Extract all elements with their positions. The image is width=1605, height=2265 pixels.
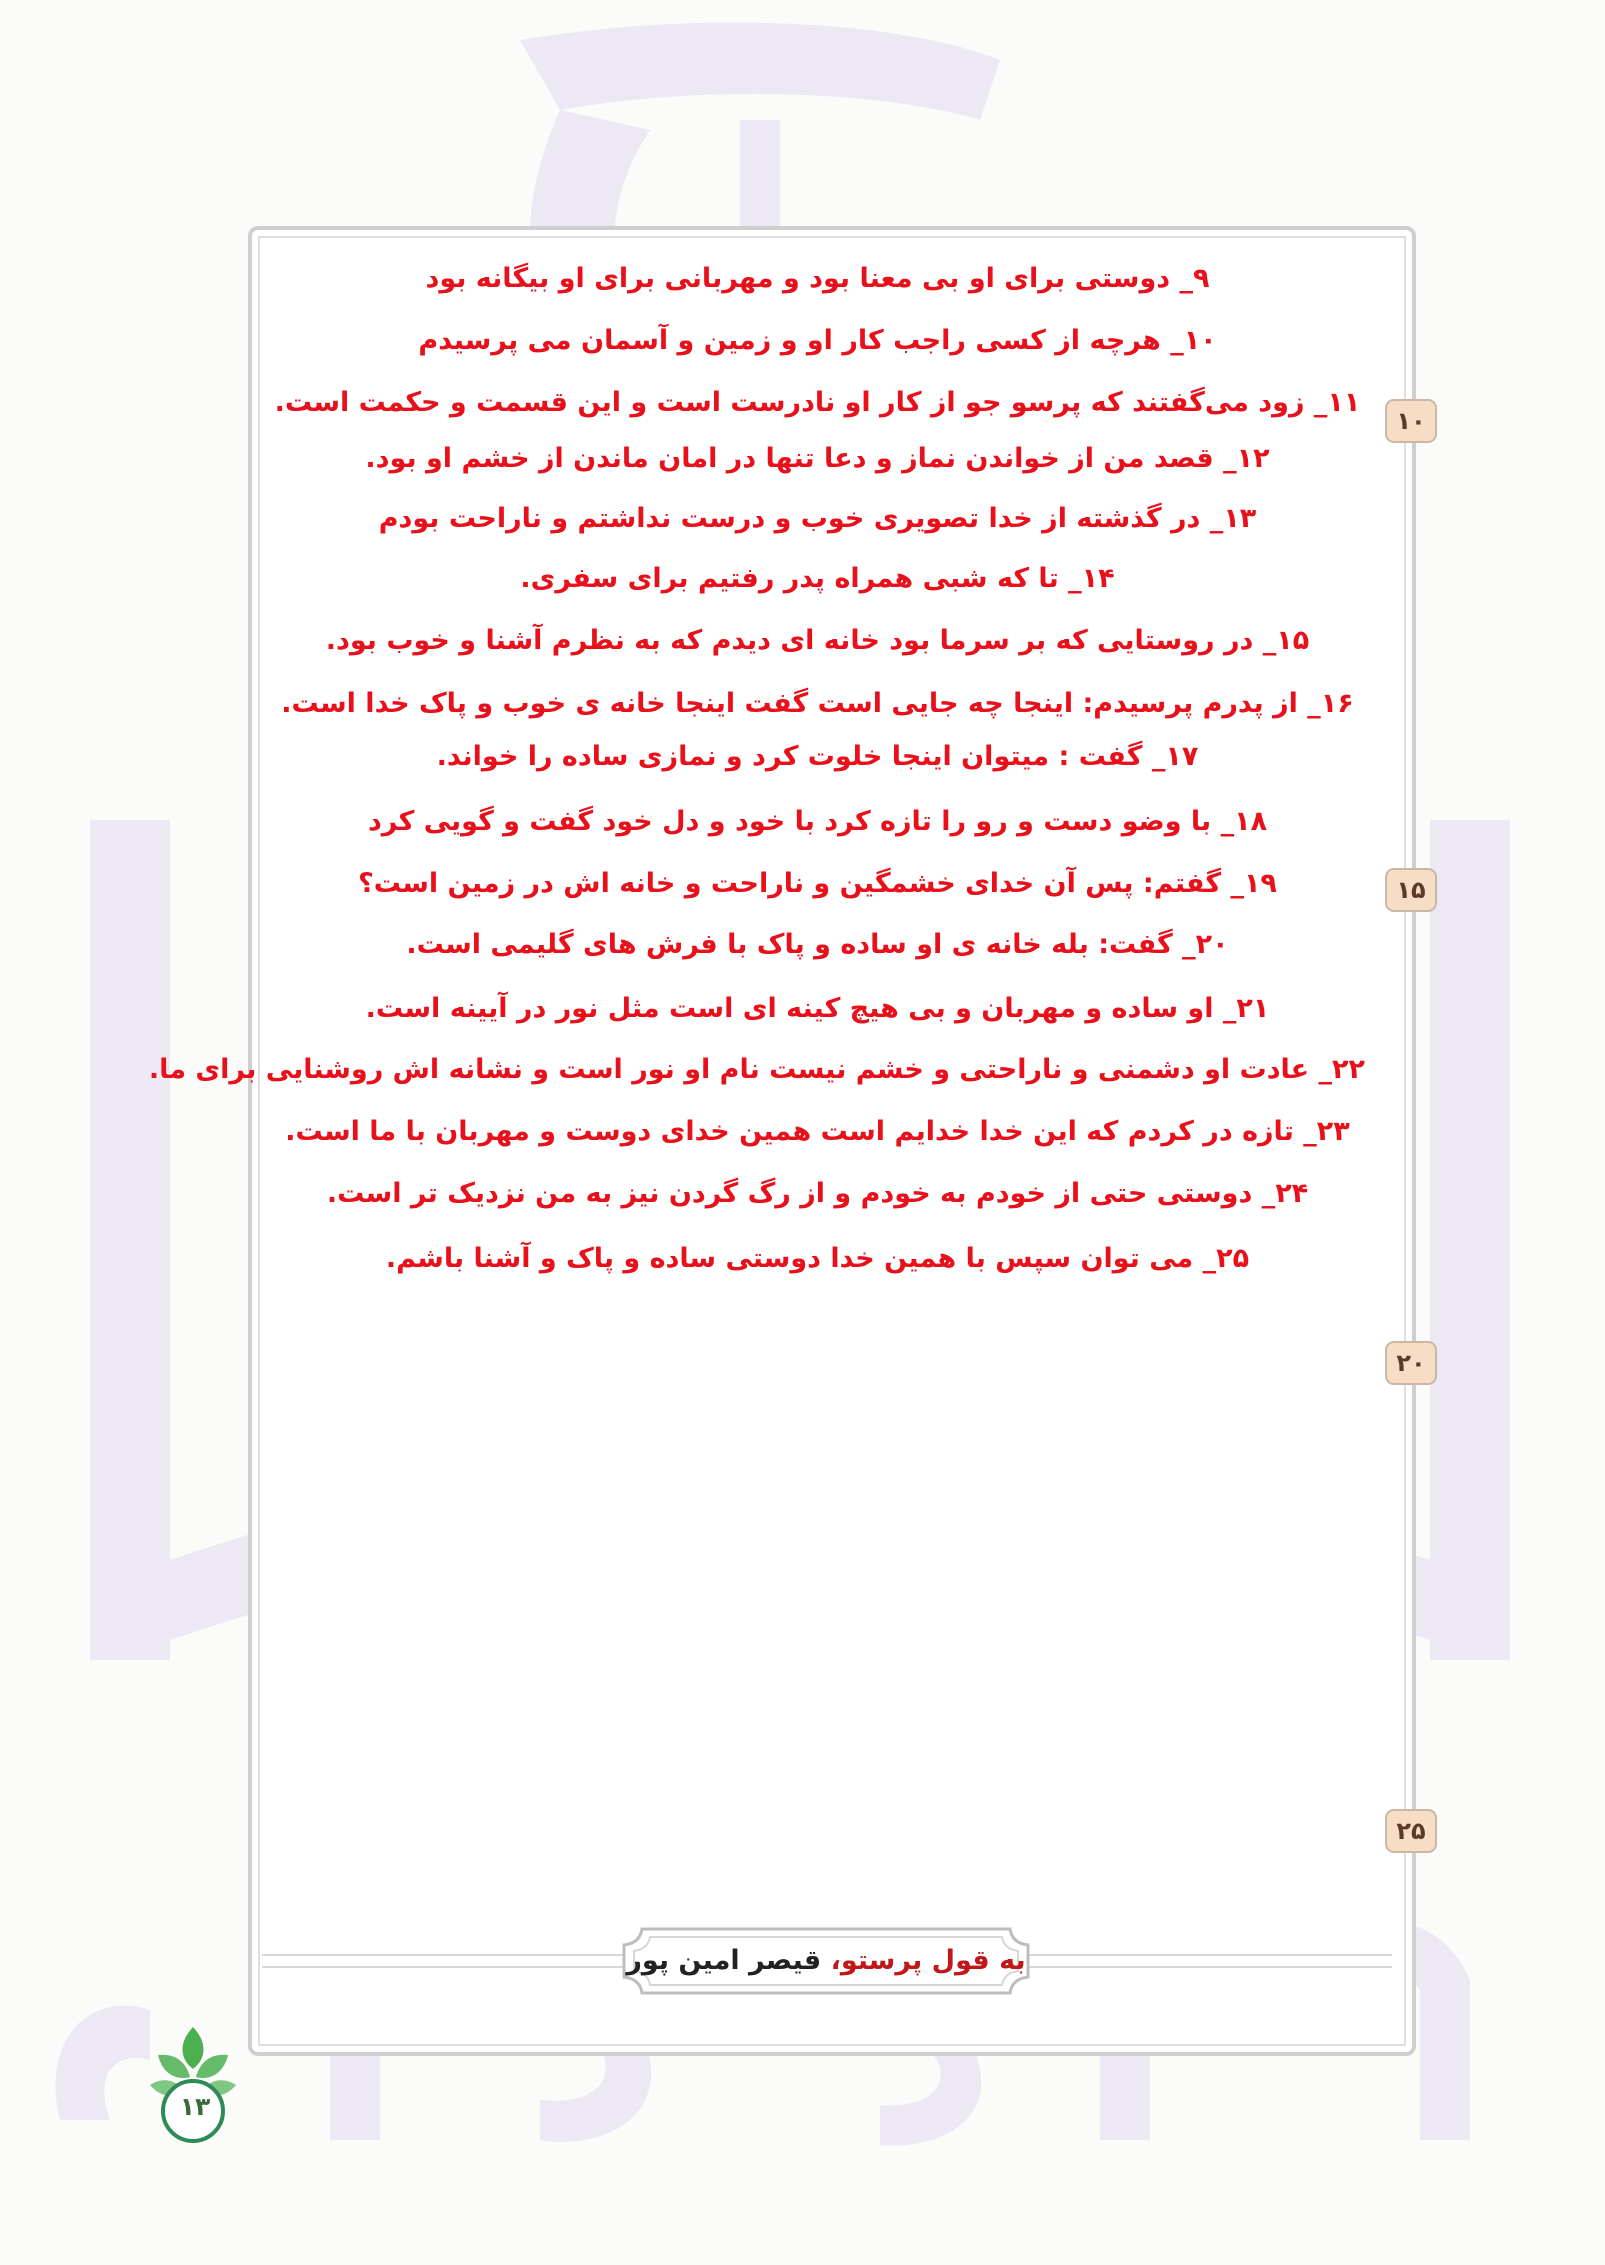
poem-line: ۲۴_ دوستی حتی از خودم به خودم و از رگ گردن نیز به من نزدیک تر است. — [326, 1178, 1309, 1209]
poem-line: ۲۲_ عادت او دشمنی و ناراحتی و خشم نیست نام او نور است و نشانه اش روشنایی برای ما. — [148, 1054, 1365, 1085]
poem-line: ۱۳_ در گذشته از خدا تصویری خوب و درست نداشتم و ناراحت بودم — [378, 503, 1257, 534]
line-marker: ۲۰ — [1385, 1341, 1437, 1385]
footer-citation — [620, 1925, 1032, 1997]
poem-line: ۱۴_ تا که شبی همراه پدر رفتیم برای سفری. — [520, 563, 1115, 594]
line-marker: ۲۵ — [1385, 1809, 1437, 1853]
poem-line: ۲۳_ تازه در کردم که این خدا خدایم است همین خدای دوست و مهربان با ما است. — [285, 1116, 1350, 1147]
line-marker: ۱۰ — [1385, 399, 1437, 443]
poem-line: ۱۷_ گفت : میتوان اینجا خلوت کرد و نمازی ساده را خواند. — [436, 741, 1199, 772]
poem-line: ۲۵_ می توان سپس با همین خدا دوستی ساده و پاک و آشنا باشم. — [385, 1243, 1250, 1274]
poem-line: ۱۱_ زود می‌گفتند که پرسو جو از کار او نادرست است و این قسمت و حکمت است. — [274, 387, 1361, 418]
footer-title: به قول پرستو، — [830, 1945, 1026, 1976]
poem-line: ۱۲_ قصد من از خواندن نماز و دعا تنها در امان ماندن از خشم او بود. — [365, 443, 1270, 474]
page-number: ۱۳ — [179, 2092, 211, 2121]
poem-line: ۲۰_ گفت: بله خانه ی او ساده و پاک با فرش های گلیمی است. — [406, 929, 1229, 960]
poem-line: ۱۸_ با وضو دست و رو را تازه کرد با خود و دل خود گفت و گویی کرد — [367, 806, 1268, 837]
poem-line: ۹_ دوستی برای او بی معنا بود و مهربانی برای او بیگانه بود — [425, 263, 1210, 294]
footer-author: قیصر امین پور — [626, 1945, 822, 1976]
line-marker: ۱۵ — [1385, 868, 1437, 912]
poem-line: ۱۹_ گفتم: پس آن خدای خشمگین و ناراحت و خانه اش در زمین است؟ — [358, 868, 1277, 899]
poem-line: ۱۶_ از پدرم پرسیدم: اینجا چه جایی است گفت اینجا خانه ی خوب و پاک خدا است. — [281, 688, 1354, 719]
poem-line: ۱۵_ در روستایی که بر سرما بود خانه ای دیدم که به نظرم آشنا و خوب بود. — [325, 625, 1310, 656]
poem-line: ۱۰_ هرچه از کسی راجب کار او و زمین و آسمان می پرسیدم — [418, 325, 1217, 356]
poem-line: ۲۱_ او ساده و مهربان و بی هیچ کینه ای است مثل نور در آیینه است. — [365, 993, 1270, 1024]
